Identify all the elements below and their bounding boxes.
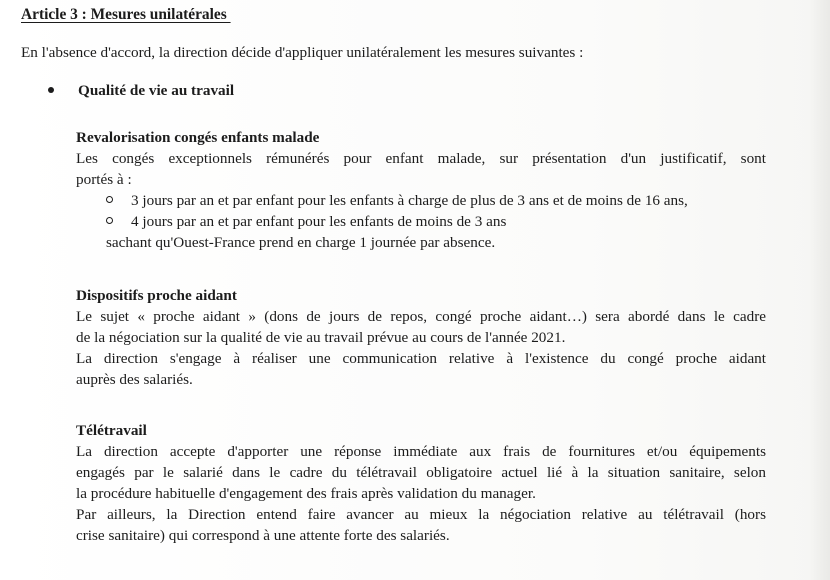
paragraph-line: engagés par le salarié dans le cadre du télétravail obligatoire actuel lié à la situation sanitaire, selon <box>76 464 766 481</box>
section-telework <box>76 420 766 546</box>
sub-list-item-text: 3 jours par an et par enfant pour les enfants à charge de plus de 3 ans et de moins de 16 ans, <box>131 192 688 209</box>
paragraph-line: de la négociation sur la qualité de vie au travail prévue au cours de l'année 2021. <box>76 329 566 346</box>
section-heading: Revalorisation congés enfants malade <box>76 129 320 146</box>
section-caregiver <box>76 285 766 390</box>
sub-list-item-text: 4 jours par an et par enfant pour les enfants de moins de 3 ans <box>131 213 507 230</box>
article-title: Article 3 : Mesures unilatérales <box>21 6 231 23</box>
bullet-label: Qualité de vie au travail <box>78 82 235 99</box>
scan-edge-shadow <box>808 0 830 580</box>
paragraph-line: Par ailleurs, la Direction entend faire avancer au mieux la négociation relative au télétravail (hors <box>76 506 766 523</box>
paragraph-line: Les congés exceptionnels rémunérés pour enfant malade, sur présentation d'un justificatif, sont <box>76 150 766 167</box>
sub-list-item <box>76 190 766 211</box>
bullet-item-quality-of-life <box>48 80 234 101</box>
paragraph-line: portés à : <box>76 171 132 188</box>
note-line: sachant qu'Ouest-France prend en charge 1 journée par absence. <box>106 234 496 251</box>
intro-paragraph: En l'absence d'accord, la direction décide d'appliquer unilatéralement les mesures suivantes : <box>21 44 584 61</box>
paragraph-line: La direction s'engage à réaliser une communication relative à l'existence du congé proche aidant <box>76 350 766 367</box>
section-heading: Télétravail <box>76 422 147 439</box>
paragraph-line: crise sanitaire) qui correspond à une attente forte des salariés. <box>76 527 450 544</box>
bullet-dot-icon <box>48 87 54 93</box>
paragraph-line: auprès des salariés. <box>76 371 193 388</box>
sub-list-item <box>76 211 766 232</box>
paragraph-line: Le sujet « proche aidant » (dons de jours de repos, congé proche aidant…) sera abordé dans le cadre <box>76 308 766 325</box>
circle-bullet-icon <box>106 196 113 203</box>
paragraph-line: La direction accepte d'apporter une réponse immédiate aux frais de fournitures et/ou équipements <box>76 443 766 460</box>
section-sick-child-leave <box>76 127 766 253</box>
circle-bullet-icon <box>106 217 113 224</box>
section-heading: Dispositifs proche aidant <box>76 287 237 304</box>
paragraph-line: la procédure habituelle d'engagement des frais après validation du manager. <box>76 485 536 502</box>
